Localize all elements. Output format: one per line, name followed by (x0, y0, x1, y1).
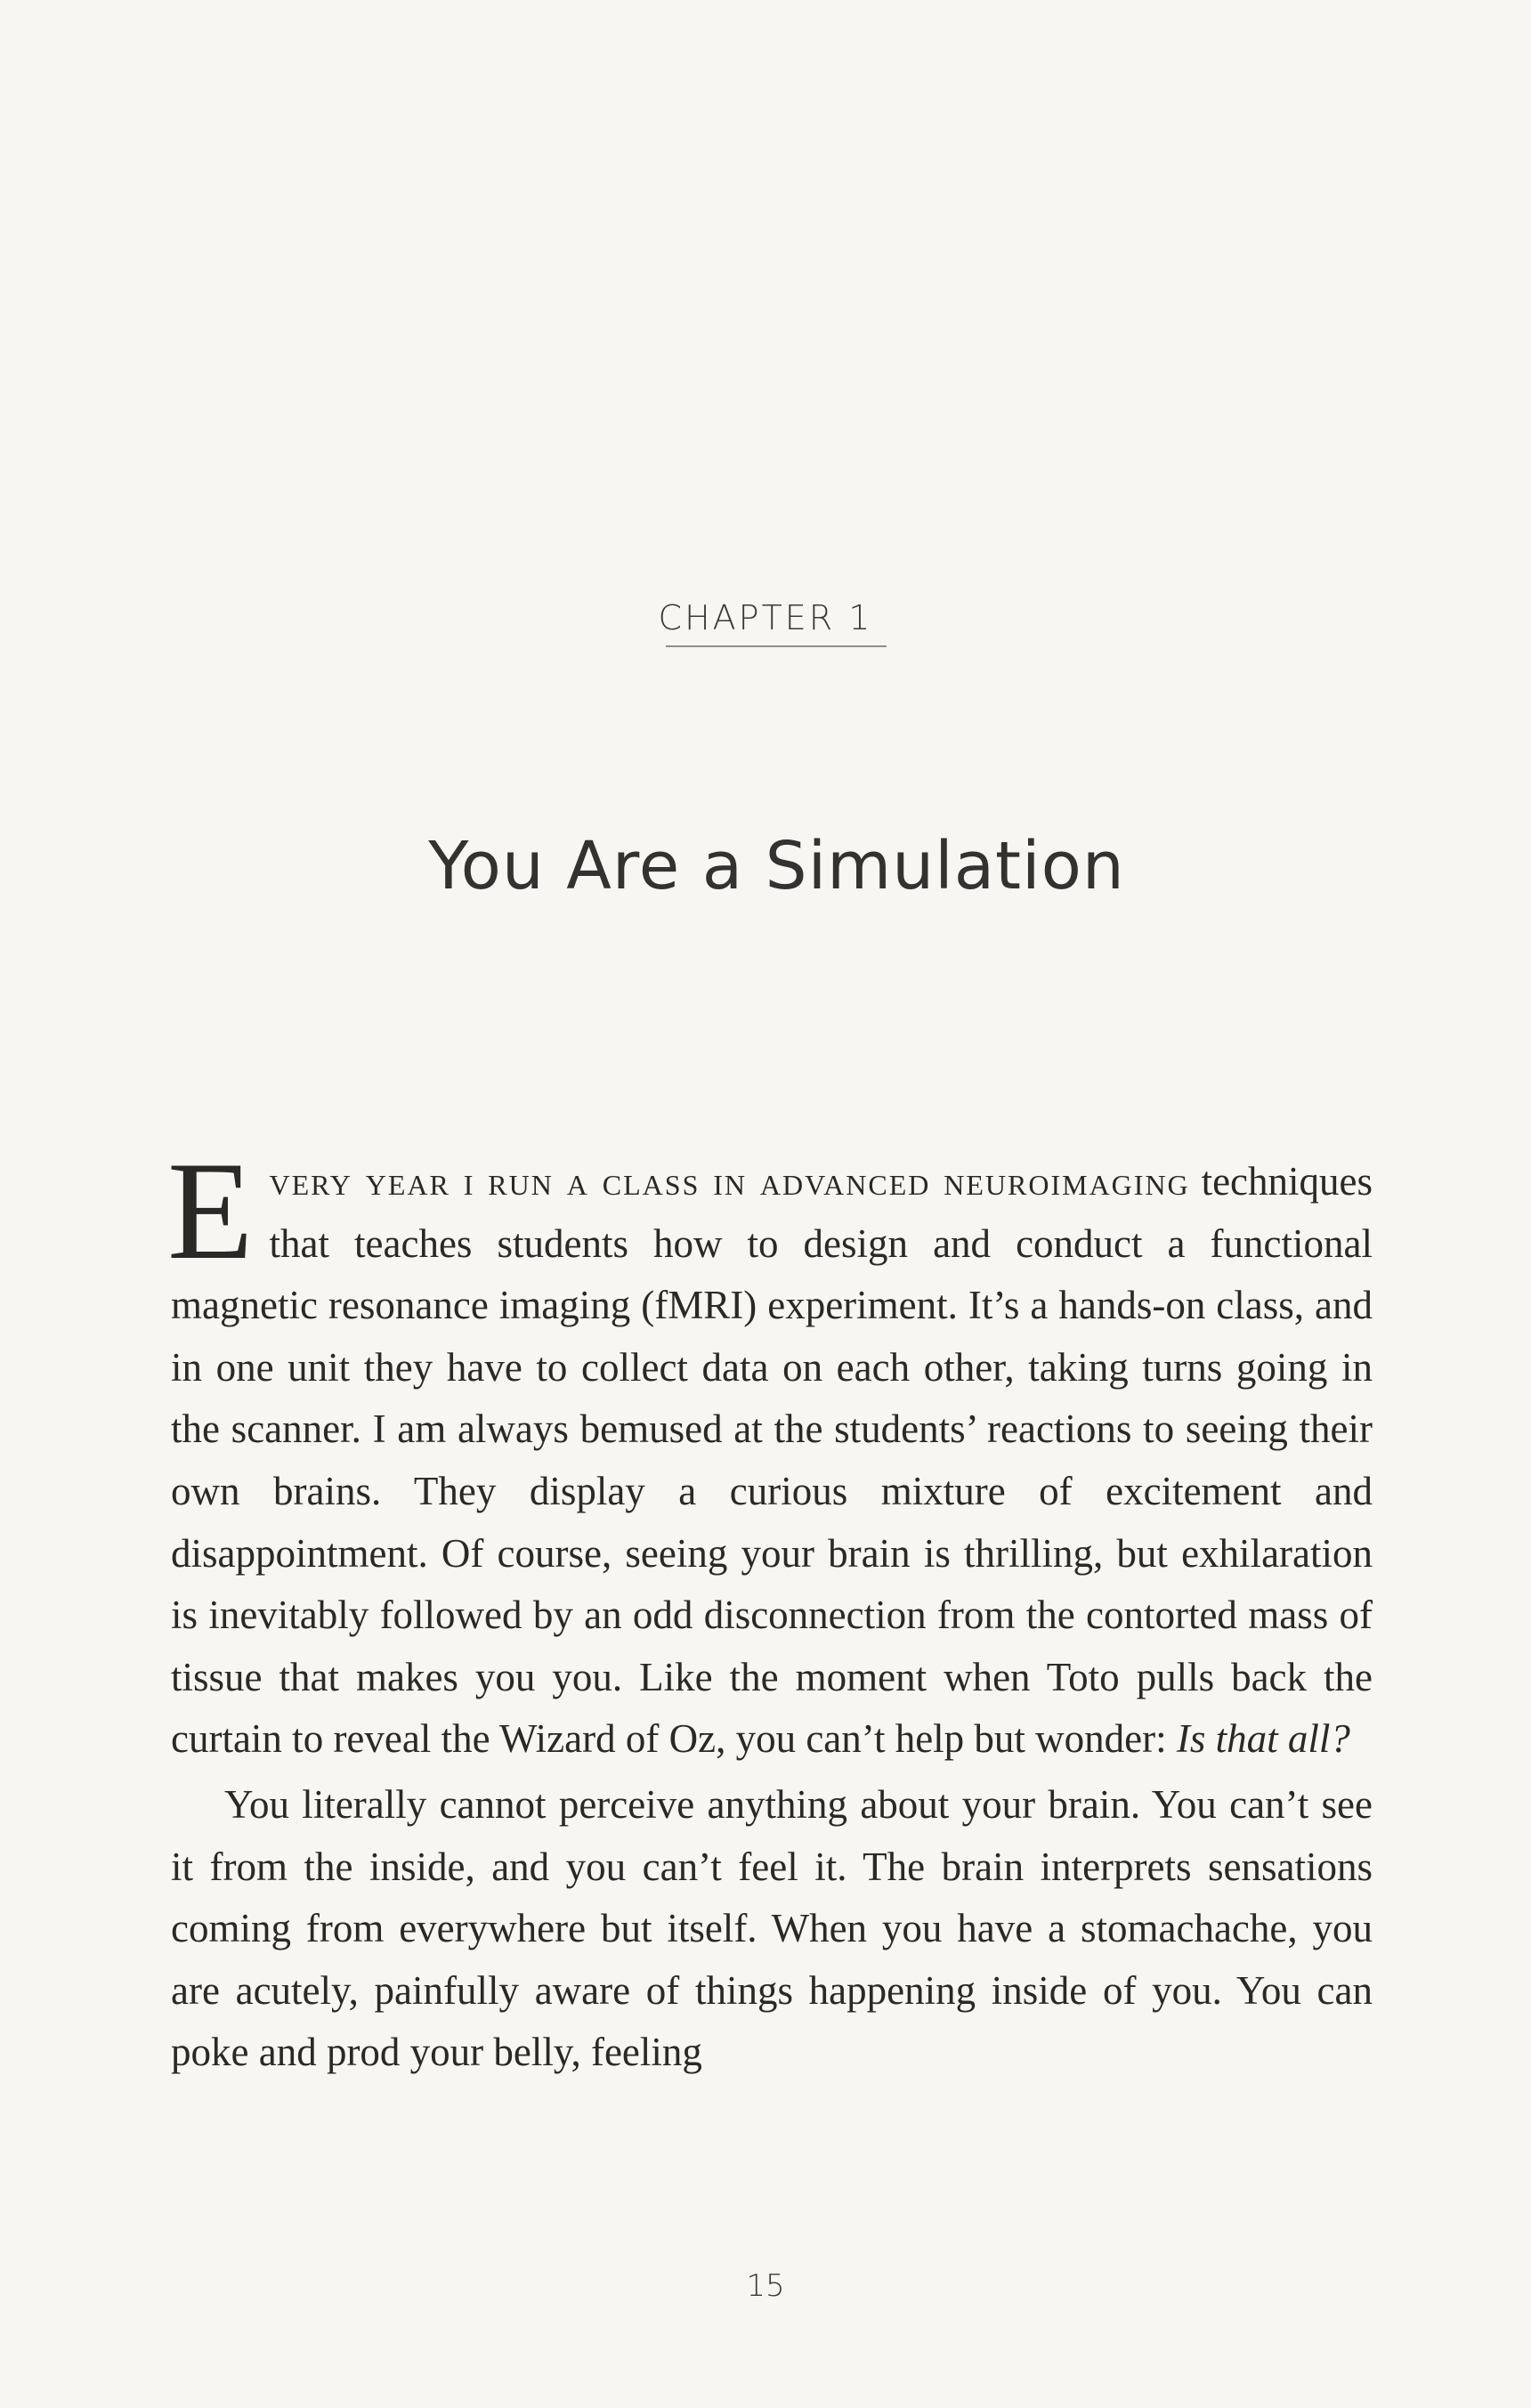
chapter-title: You Are a Simulation (428, 828, 1125, 904)
chapter-label-underline (666, 645, 887, 647)
drop-cap: E (167, 1133, 254, 1289)
chapter-body (167, 1133, 1373, 2084)
small-caps-lead: very year i run a class in advanced neuroimaging (269, 1159, 1190, 1204)
paragraph-1-text: techniques that teaches students how to design and conduct a functional magnetic resonance imaging (fMRI) experiment. It’s a hands-on class, and in one unit they have to collect data on each other, taking turns going in the scanner. I am always bemused at the students’ reactions to seeing their own brains. They display a curious mixture of excitement and disappointment. Of course, seeing your brain is thrilling, but exhilaration is inevitably followed by an odd disconnection from the contorted mass of tissue that makes you you. Like the moment when Toto pulls back the curtain to reveal the Wizard of Oz, you can’t help but wonder: (171, 1159, 1373, 1762)
paragraph-2: You literally cannot perceive anything about your brain. You can’t see it from the inside, and you can’t feel it. The brain interprets sensations coming from everywhere but itself. When you have a stomachache, you are acutely, painfully aware of things happening inside of you. You can poke and prod your belly, feeling (171, 1781, 1373, 2075)
page-number: 15 (746, 2268, 785, 2304)
chapter-label: CHAPTER 1 (658, 598, 873, 637)
paragraph-1 (167, 1133, 1373, 1771)
paragraph-1-italic-question: Is that all? (1176, 1716, 1350, 1762)
